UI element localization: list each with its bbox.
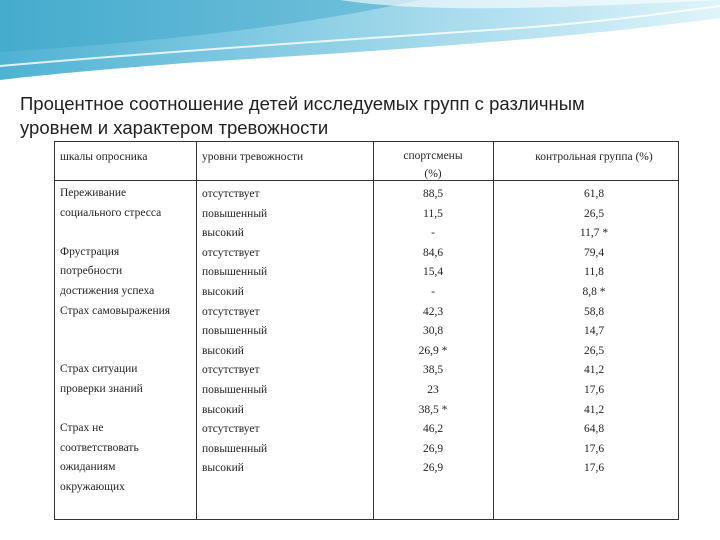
level-cell: отсутствует	[202, 246, 260, 259]
scale-label-line: Страх не	[60, 422, 104, 435]
sport-value-cell: -	[431, 227, 435, 240]
control-value-cell: 11,7 *	[579, 227, 609, 240]
control-value-cell: 17,6	[583, 384, 605, 396]
level-cell: высокий	[202, 403, 244, 416]
scale-label-line: ожиданиям	[60, 461, 116, 474]
level-cell: высокий	[202, 344, 244, 357]
level-cell: высокий	[202, 286, 244, 298]
sport-value-cell: 26,9 *	[418, 344, 448, 357]
scale-label	[60, 419, 198, 497]
control-value-cell: 64,8	[583, 423, 605, 436]
scale-label-line: Страх ситуации	[60, 363, 138, 376]
scale-label-line: Страх самовыражения	[60, 304, 171, 317]
sport-value-cell: 26,9	[422, 462, 444, 475]
control-value-cell: 8,8 *	[582, 286, 606, 298]
scale-label-line: достижения успеха	[60, 284, 155, 297]
scale-label-line: потребности	[60, 265, 123, 278]
control-value-cell: 26,5	[583, 344, 605, 357]
sport-value-cell: 26,9	[422, 442, 444, 455]
sport-value-cell: 23	[427, 384, 439, 396]
sport-value-cell: 84,6	[422, 246, 444, 259]
control-value-cell: 17,6	[583, 442, 605, 455]
header-divider	[55, 180, 678, 181]
control-value-cell: 41,2	[583, 364, 605, 377]
scale-label-line: соответствовать	[60, 441, 139, 454]
scale-label	[60, 360, 198, 399]
title-line-2: уровнем и характером тревожности	[20, 117, 329, 138]
header-control: контрольная группа (%)	[535, 151, 653, 163]
sport-value-cell: 38,5 *	[418, 403, 448, 416]
control-value-cell: 11,8	[584, 266, 604, 279]
control-value-cell: 79,4	[583, 246, 605, 259]
level-cell: повышенный	[202, 207, 268, 220]
header-scale: шкалы опросника	[60, 151, 148, 163]
control-value-cell: 41,2	[583, 403, 605, 416]
scale-label	[60, 302, 198, 322]
header-sport-line-1: спортсмены	[403, 150, 463, 162]
sport-value-cell: -	[431, 286, 435, 298]
sport-value-cell: 88,5	[422, 188, 444, 200]
control-value-cell: 14,7	[583, 325, 605, 338]
scale-label-line: Фрустрация	[60, 245, 120, 258]
scale-label-line: окружающих	[60, 480, 125, 493]
header-sport-line-2: (%)	[424, 168, 442, 180]
sport-value-cell: 46,2	[422, 423, 444, 436]
title-line-1: Процентное соотношение детей исследуемых групп с различным	[20, 93, 585, 114]
sport-value-cell: 38,5	[422, 364, 444, 377]
level-cell: повышенный	[202, 266, 268, 279]
sport-value-cell: 30,8	[422, 325, 444, 338]
scale-label	[60, 243, 198, 302]
control-value-cell: 61,8	[583, 188, 605, 200]
scale-label-line: проверки знаний	[60, 382, 143, 395]
column-divider	[493, 142, 494, 519]
header-banner	[0, 0, 720, 90]
level-cell: отсутствует	[202, 423, 260, 436]
control-value-cell: 26,5	[583, 207, 605, 220]
scale-label	[60, 184, 198, 223]
level-cell: отсутствует	[202, 305, 260, 318]
level-cell: повышенный	[202, 384, 268, 396]
level-cell: высокий	[202, 462, 244, 475]
scale-label-line: социального стресса	[60, 206, 162, 219]
control-value-cell: 17,6	[583, 462, 605, 475]
sport-value-cell: 42,3	[422, 305, 444, 318]
level-cell: высокий	[202, 227, 244, 240]
page-title	[20, 92, 680, 140]
anxiety-table	[54, 141, 679, 520]
level-cell: повышенный	[202, 442, 268, 455]
level-cell: отсутствует	[202, 364, 260, 377]
level-cell: отсутствует	[202, 188, 260, 200]
control-value-cell: 58,8	[583, 305, 605, 318]
scale-label-line: Переживание	[60, 187, 127, 199]
header-level: уровни тревожности	[202, 151, 304, 163]
header-sport	[374, 147, 492, 183]
sport-value-cell: 11,5	[423, 207, 443, 220]
level-cell: повышенный	[202, 325, 268, 338]
sport-value-cell: 15,4	[422, 266, 444, 279]
